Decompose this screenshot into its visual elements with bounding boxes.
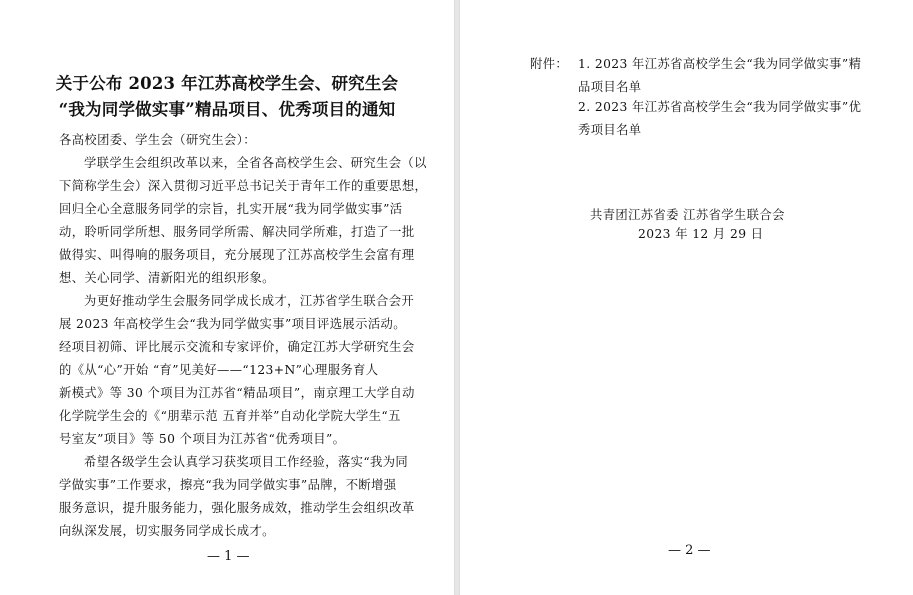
body-line: 向纵深发展，切实服务同学成长成才。 [59, 524, 275, 538]
notice-title-line-1: 关于公布 2023 年江苏高校学生会、研究生会 [55, 74, 399, 93]
body-line: 展 2023 年高校学生会“我为同学做实事”项目评选展示活动。 [59, 317, 406, 331]
attachment-item-2-line-2: 秀项目名单 [578, 123, 642, 137]
body-line: 想、关心同学、清新阳光的组织形象。 [59, 271, 275, 285]
body-line: 新模式》等 30 个项目为江苏省“精品项目”，南京理工大学自动 [59, 386, 415, 400]
page-number: — 2 — [668, 543, 711, 558]
document-page-1 [0, 0, 454, 595]
body-line: 做得实、叫得响的服务项目，充分展现了江苏高校学生会富有理 [59, 248, 415, 262]
body-line: 号室友”项目》等 50 个项目为江苏省“优秀项目”。 [59, 432, 346, 446]
body-line: 的《从“心”开始 “育”见美好——“123+N”心理服务育人 [59, 363, 379, 377]
notice-title-line-2: “我为同学做实事”精品项目、优秀项目的通知 [58, 100, 396, 119]
attachment-item-1-line-2: 品项目名单 [578, 80, 642, 94]
attachment-label: 附件： [530, 57, 569, 71]
page-number: — 1 — [207, 549, 250, 564]
body-line: 动，聆听同学所想、服务同学所需、解决同学所难，打造了一批 [59, 225, 415, 239]
body-line: 下简称学生会）深入贯彻习近平总书记关于青年工作的重要思想， [59, 179, 428, 193]
body-line: 化学院学生会的《“朋辈示范 五育并举”自动化学院大学生“五 [59, 409, 401, 423]
body-line: 希望各级学生会认真学习获奖项目工作经验，落实“我为同 [84, 455, 409, 469]
body-line: 服务意识，提升服务能力，强化服务成效，推动学生会组织改革 [59, 501, 415, 515]
body-line: 回归全心全意服务同学的宗旨，扎实开展“我为同学做实事”活 [59, 202, 403, 216]
issue-date: 2023 年 12 月 29 日 [638, 227, 764, 241]
body-line: 学做实事”工作要求，擦亮“我为同学做实事”品牌，不断增强 [59, 478, 397, 492]
body-line: 为更好推动学生会服务同学成长成才，江苏省学生联合会开 [84, 294, 415, 308]
signature-organizations: 共青团江苏省委 江苏省学生联合会 [590, 208, 785, 222]
salutation: 各高校团委、学生会（研究生会）： [59, 133, 257, 147]
attachment-item-2-line-1: 2. 2023 年江苏省高校学生会“我为同学做实事”优 [578, 100, 862, 114]
attachment-item-1-line-1: 1. 2023 年江苏省高校学生会“我为同学做实事”精 [578, 57, 862, 71]
body-line: 学联学生会组织改革以来，全省各高校学生会、研究生会（以 [84, 156, 427, 170]
body-line: 经项目初筛、评比展示交流和专家评价，确定江苏大学研究生会 [59, 340, 415, 354]
document-page-2 [460, 0, 913, 595]
